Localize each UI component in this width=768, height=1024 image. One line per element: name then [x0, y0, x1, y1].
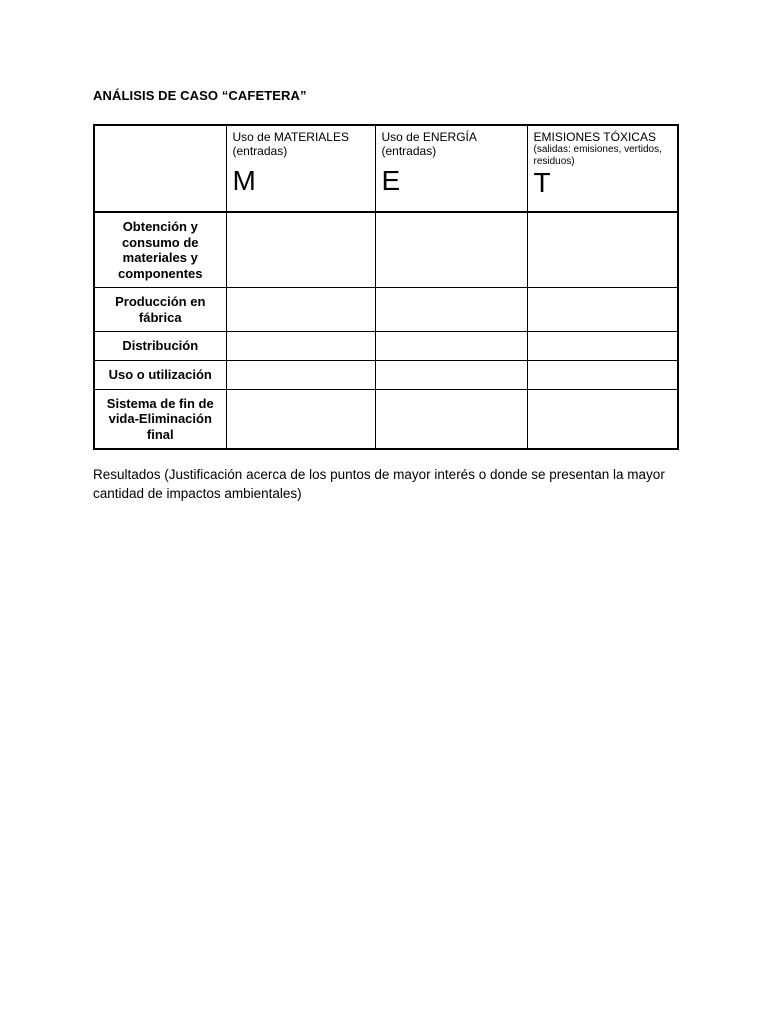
column-title: Uso de ENERGÍA	[381, 130, 477, 144]
table-cell[interactable]	[527, 212, 678, 288]
table-cell[interactable]	[226, 288, 375, 332]
empty-corner-cell	[94, 125, 226, 212]
table-cell[interactable]	[375, 332, 527, 361]
column-letter: E	[381, 165, 401, 196]
table-cell[interactable]	[375, 212, 527, 288]
column-subtitle: (entradas)	[232, 144, 288, 158]
table-header-row	[94, 125, 678, 212]
stage-label: Distribución	[94, 332, 226, 361]
table-cell[interactable]	[527, 390, 678, 450]
column-letter: T	[533, 167, 551, 198]
table-cell[interactable]	[226, 332, 375, 361]
table-row	[94, 332, 678, 361]
column-letter: M	[232, 165, 256, 196]
table-cell[interactable]	[375, 390, 527, 450]
stage-label: Producción en fábrica	[94, 288, 226, 332]
stage-label: Obtención y consumo de materiales y componentes	[94, 212, 226, 288]
table-cell[interactable]	[375, 288, 527, 332]
table-row	[94, 361, 678, 390]
table-cell[interactable]	[226, 390, 375, 450]
table-cell[interactable]	[527, 361, 678, 390]
column-header-materials	[226, 125, 375, 212]
column-subtitle: (entradas)	[381, 144, 437, 158]
table-cell[interactable]	[527, 288, 678, 332]
table-cell[interactable]	[226, 212, 375, 288]
column-title: EMISIONES TÓXICAS	[533, 130, 656, 144]
table-cell[interactable]	[226, 361, 375, 390]
column-subtitle: (salidas: emisiones, vertidos, residuos)	[533, 144, 662, 167]
table-cell[interactable]	[527, 332, 678, 361]
results-paragraph: Resultados (Justificación acerca de los puntos de mayor interés o donde se presentan la mayor cantidad de impactos ambientales)	[93, 467, 665, 501]
table-cell[interactable]	[375, 361, 527, 390]
column-title: Uso de MATERIALES	[232, 130, 349, 144]
table-row	[94, 212, 678, 288]
lifecycle-analysis-table	[93, 124, 679, 450]
table-row	[94, 390, 678, 450]
stage-label: Uso o utilización	[94, 361, 226, 390]
table-row	[94, 288, 678, 332]
page-title: ANÁLISIS DE CASO “CAFETERA”	[93, 88, 307, 103]
column-header-toxic-emissions	[527, 125, 678, 212]
stage-label: Sistema de fin de vida-Eliminación final	[94, 390, 226, 450]
column-header-energy	[375, 125, 527, 212]
